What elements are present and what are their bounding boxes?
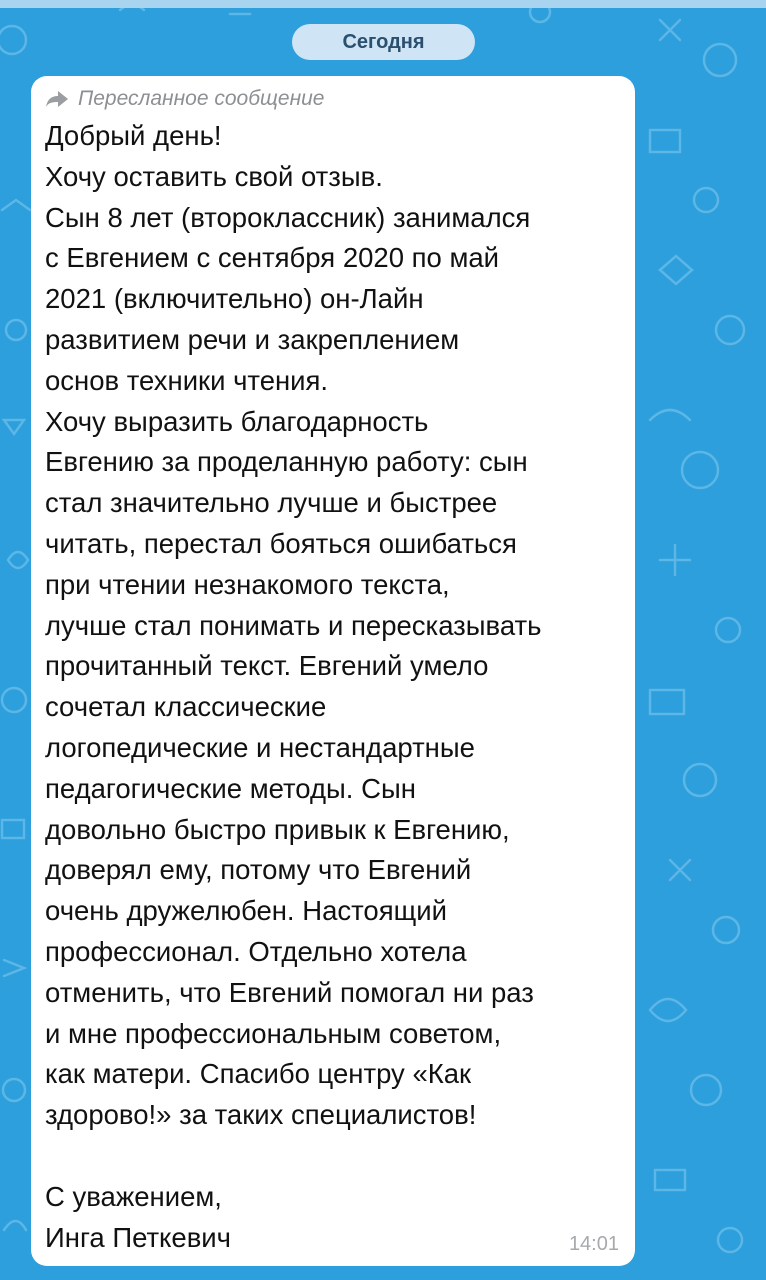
paragraph-gap [45, 1136, 630, 1177]
forward-arrow-icon [45, 90, 69, 108]
message-line: очень дружелюбен. Настоящий [45, 895, 447, 927]
forward-label: Пересланное сообщение [78, 87, 325, 110]
message-line: Хочу оставить свой отзыв. [45, 160, 383, 192]
message-line: прочитанный текст. Евгений умело [45, 650, 489, 682]
message-line: при чтении незнакомого текста, [45, 568, 450, 600]
message-timestamp: 14:01 [568, 1233, 619, 1255]
message-line: как матери. Спасибо центру «Как [45, 1058, 472, 1090]
message-line: Добрый день! [45, 120, 222, 151]
message-line: развитием речи и закреплением [45, 323, 460, 355]
message-line: и мне профессиональным советом, [45, 1017, 502, 1049]
message-line: логопедические и нестандартные [45, 731, 475, 763]
message-line: С уважением, [45, 1180, 222, 1212]
message-line: стал значительно лучше и быстрее [45, 487, 498, 519]
top-strip [0, 0, 766, 8]
message-line: с Евгением с сентября 2020 по май [45, 242, 500, 274]
date-separator-badge: Сегодня [292, 24, 475, 60]
message-line: Сын 8 лет (второклассник) занимался [45, 201, 531, 233]
message-line: Евгению за проделанную работу: сын [45, 446, 528, 478]
message-bubble[interactable] [31, 76, 635, 1266]
message-line: здорово!» за таких специалистов! [45, 1099, 477, 1131]
message-signature: Инга Петкевич [45, 1221, 231, 1253]
message-line: читать, перестал бояться ошибаться [45, 527, 517, 559]
message-line: 2021 (включительно) он-Лайн [45, 283, 424, 315]
forward-header[interactable] [45, 85, 324, 113]
message-line: педагогические методы. Сын [45, 772, 416, 804]
message-line: лучше стал понимать и пересказывать [45, 609, 542, 641]
message-text [45, 116, 630, 1258]
message-line: основ техники чтения. [45, 364, 329, 396]
message-line: Хочу выразить благодарность [45, 405, 429, 437]
message-line: отменить, что Евгений помогал ни раз [45, 976, 534, 1008]
message-line: доверял ему, потому что Евгений [45, 854, 472, 886]
message-line: довольно быстро привык к Евгению, [45, 813, 510, 845]
message-line: профессионал. Отдельно хотела [45, 935, 467, 967]
message-line: сочетал классические [45, 691, 327, 723]
